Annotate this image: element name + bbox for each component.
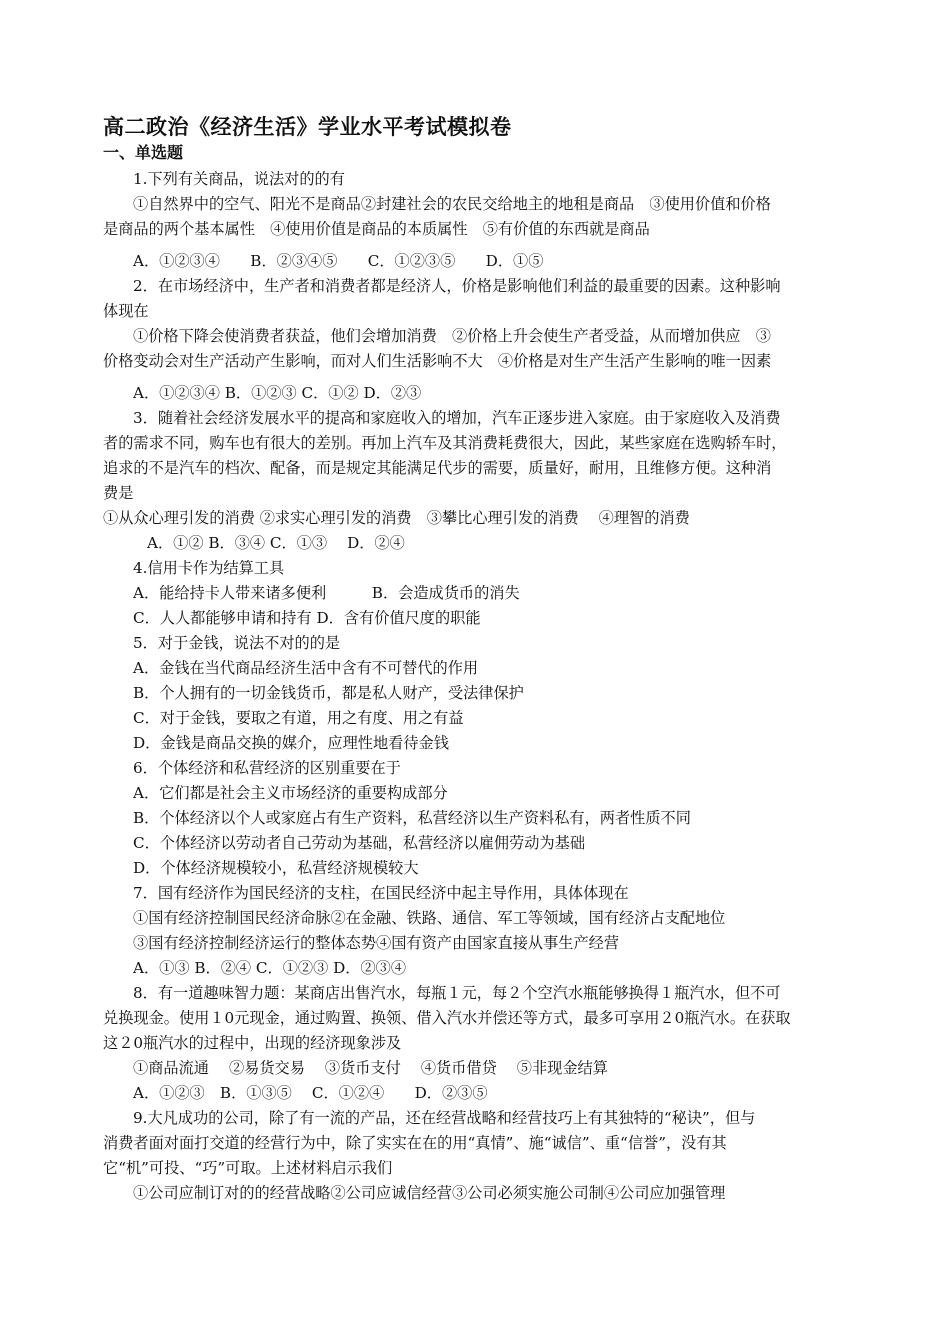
- question-3-stem-cont-1: 者的需求不同，购车也有很大的差别。再加上汽车及其消费耗费很大，因此，某些家庭在选购轿车时，: [103, 434, 787, 452]
- question-8: [103, 981, 863, 1106]
- question-8-statements: ①商品流通 ②易货交易 ③货币支付 ④货币借贷 ⑤非现金结算: [133, 1059, 608, 1077]
- question-9-stem-cont-2: 它“机”可投、“巧”可取。上述材料启示我们: [103, 1159, 393, 1177]
- question-8-stem-cont-1: 兑换现金。使用１0元现金，通过购置、换领、借入汽水并偿还等方式，最多可享用２0瓶汽水。在获取: [103, 1009, 791, 1027]
- page-title: 高二政治《经济生活》学业水平考试模拟卷: [103, 114, 512, 139]
- question-2-statements: ①价格下降会使消费者获益，他们会增加消费 ②价格上升会使生产者受益，从而增加供应 ③: [133, 327, 771, 345]
- section-heading: 一、单选题: [103, 143, 184, 162]
- question-8-options: A．①②③ B．①③⑤ C．①②④ D．②③⑤: [133, 1084, 488, 1102]
- question-5-option-c: C．对于金钱，要取之有道，用之有度、用之有益: [133, 709, 464, 727]
- question-9-statements: ①公司应制订对的的经营战略②公司应诚信经营③公司必须实施公司制④公司应加强管理: [133, 1184, 726, 1202]
- question-2-stem-cont: 体现在: [103, 302, 149, 320]
- question-2-statements-cont: 价格变动会对生产活动产生影响，而对人们生活影响不大 ④价格是对生产生活产生影响的唯一因素: [103, 352, 772, 370]
- question-7: [103, 881, 863, 981]
- question-3-options: A．①② B．③④ C．①③ D．②④: [147, 534, 405, 552]
- question-8-stem-cont-2: 这２0瓶汽水的过程中，出现的经济现象涉及: [103, 1034, 402, 1052]
- question-5-option-b: B．个人拥有的一切金钱货币，都是私人财产，受法律保护: [133, 684, 524, 702]
- question-1: [103, 167, 863, 274]
- question-6-stem: 6．个体经济和私营经济的区别重要在于: [133, 759, 401, 777]
- question-2: [103, 274, 863, 406]
- question-5-option-d: D．金钱是商品交换的媒介，应理性地看待金钱: [133, 734, 449, 752]
- question-3-statements: ①从众心理引发的消费 ②求实心理引发的消费 ③攀比心理引发的消费 ④理智的消费: [103, 509, 690, 527]
- question-7-options: A．①③ B．②④ C．①②③ D．②③④: [133, 959, 407, 977]
- question-2-options: A．①②③④ B．①②③ C．①② D．②③: [133, 384, 422, 402]
- question-9-stem-cont-1: 消费者面对面打交道的经营行为中，除了实实在在的用“真情”、施“诚信”、重“信誉”，没有其: [103, 1134, 727, 1152]
- question-4-options-cd: C．人人都能够申请和持有 D．含有价值尺度的职能: [133, 609, 481, 627]
- question-8-stem: 8．有一道趣味智力题：某商店出售汽水，每瓶１元，每２个空汽水瓶能够换得１瓶汽水，但不可: [133, 984, 781, 1002]
- question-7-stem: 7．国有经济作为国民经济的支柱，在国民经济中起主导作用，具体体现在: [133, 884, 629, 902]
- question-6-option-b: B．个体经济以个人或家庭占有生产资料，私营经济以生产资料私有，两者性质不同: [133, 809, 691, 827]
- question-4: [103, 556, 863, 631]
- question-3: [103, 406, 863, 556]
- document-page: [103, 112, 863, 1206]
- question-6-option-c: C．个体经济以劳动者自己劳动为基础，私营经济以雇佣劳动为基础: [133, 834, 586, 852]
- question-1-statements-cont: 是商品的两个基本属性 ④使用价值是商品的本质属性 ⑤有价值的东西就是商品: [103, 220, 650, 238]
- question-7-statements-1: ①国有经济控制国民经济命脉②在金融、铁路、通信、军工等领域，国有经济占支配地位: [133, 909, 726, 927]
- question-1-options: A．①②③④ B．②③④⑤ C．①②③⑤ D．①⑤: [133, 252, 544, 270]
- question-1-stem: 1.下列有关商品，说法对的的有: [133, 170, 345, 188]
- question-3-stem: 3．随着社会经济发展水平的提高和家庭收入的增加，汽车正逐步进入家庭。由于家庭收入及消费: [133, 409, 781, 427]
- question-7-statements-2: ③国有经济控制经济运行的整体态势④国有资产由国家直接从事生产经营: [133, 934, 619, 952]
- question-3-stem-cont-2: 追求的不是汽车的档次、配备，而是规定其能满足代步的需要，质量好，耐用，且维修方便。这种消: [103, 459, 772, 477]
- question-4-options-ab: A．能给持卡人带来诸多便利 B．会造成货币的消失: [133, 584, 520, 602]
- question-9: [103, 1106, 863, 1206]
- question-5-option-a: A．金钱在当代商品经济生活中含有不可替代的作用: [133, 659, 479, 677]
- question-3-stem-cont-3: 费是: [103, 484, 134, 502]
- question-5: [103, 631, 863, 756]
- question-6: [103, 756, 863, 881]
- question-5-stem: 5．对于金钱，说法不对的的是: [133, 634, 341, 652]
- question-6-option-a: A．它们都是社会主义市场经济的重要构成部分: [133, 784, 448, 802]
- question-1-statements: ①自然界中的空气、阳光不是商品②封建社会的农民交给地主的地租是商品 ③使用价值和价格: [133, 195, 771, 213]
- question-2-stem: 2．在市场经济中，生产者和消费者都是经济人，价格是影响他们利益的最重要的因素。这种影响: [133, 277, 781, 295]
- question-4-stem: 4.信用卡作为结算工具: [133, 559, 285, 577]
- question-9-stem: 9.大凡成功的公司，除了有一流的产品，还在经营战略和经营技巧上有其独特的“秘诀”，但与: [133, 1109, 756, 1127]
- question-6-option-d: D．个体经济规模较小，私营经济规模较大: [133, 859, 419, 877]
